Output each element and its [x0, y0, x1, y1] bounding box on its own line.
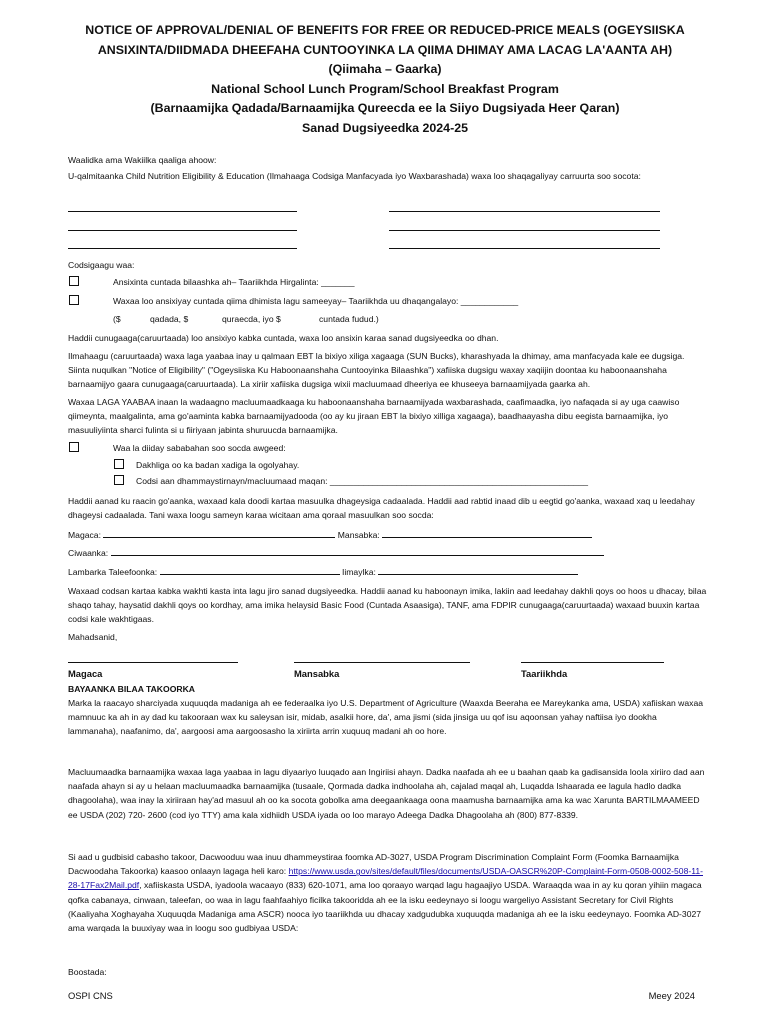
child-name-line-5[interactable]: [68, 248, 297, 249]
intro-text: U-qalmitaanka Child Nutrition Eligibility & Education (Ilmahaaga Codsiga Manfacyada iyo Waxbarashada) waxa loo shaqagaliyay carruurta soo socota:: [68, 171, 641, 181]
signature-title-line[interactable]: [294, 662, 470, 663]
valid-year-text: Haddii cunugaaga(caruurtaada) loo ansixiyo kabka cuntada, waxa loo ansixin karaa sanad dugsiyeedka oo dhan.: [68, 333, 499, 343]
reduced-price-snack: cuntada fudud.): [319, 314, 379, 324]
contact-phone-label: Lambarka Taleefoonka:: [68, 567, 158, 577]
signature-title-label: Mansabka: [294, 668, 340, 679]
denied-income-checkbox[interactable]: [114, 459, 124, 469]
approved-free-label: Ansixinta cuntada bilaashka ah– Taariikhda Hirgalinta: _______: [113, 277, 355, 287]
nondiscrimination-paragraph-1: Marka la raacayo sharciyada xuquuqda madaniga ah ee federaalka iyo U.S. Department of Agriculture (Waaxda Beeraha ee Mareykanka ama, USDA) xafiiskan waxaa mamnuuc ka ah in ay dad ku takooraan wax ku saleysan isir, midab, asalkii hore, da', ama jismi (sida jinsiga uu qof isu aqoonsan yahay naftiisa iyo dookha lammanaha), naafanimo, da', aargoosi ama aargoosasho la xiriirta arrin xuquuq madani ah oo hore.: [68, 698, 703, 737]
title-line-2: ANSIXINTA/DIIDMADA DHEEFAHA CUNTOOYINKA LA QIIMA DHIMAY AMA LACAG LA'AANTA AH): [97, 42, 673, 57]
reduced-price-dollar: ($: [113, 314, 121, 324]
contact-address-label: Ciwaanka:: [68, 548, 109, 558]
title-line-1: NOTICE OF APPROVAL/DENIAL OF BENEFITS FOR FREE OR REDUCED-PRICE MEALS (OGEYSIISKA: [85, 23, 685, 37]
contact-name-label: Magaca:: [68, 530, 101, 540]
denied-checkbox[interactable]: [69, 442, 79, 452]
contact-title-label: Mansabka:: [337, 530, 380, 540]
denied-heading: Waa la diiday sababahan soo socda awgeed:: [113, 443, 286, 453]
approved-reduced-label: Waxaa loo ansixiyay cuntada qiima dhimista lagu sameeyay– Taariikhda uu dhaqangalayo: ____________: [113, 296, 519, 306]
approved-free-checkbox[interactable]: [69, 276, 79, 286]
contact-phone-field: [68, 565, 578, 578]
contact-title-blank[interactable]: [382, 528, 592, 538]
greeting: Waalidka ama Wakiilka qaaliga ahoow:: [68, 155, 217, 165]
signature-name-label: Magaca: [68, 668, 103, 679]
child-name-line-3[interactable]: [68, 230, 297, 231]
child-name-line-1[interactable]: [68, 211, 297, 212]
signature-date-line[interactable]: [521, 662, 664, 663]
ebt-paragraph: Ilmahaagu (caruurtaada) waxa laga yaabaa inay u qalmaan EBT la bixiyo xiliga xagaaga (SUN Bucks), kharashyada la dhimay, ama manfacyada kale ee dugsiga. Siinta nuqulkan "Notice of Eligibility" ("Ogeysiiska Ku Haboonaanshaha Cuntooyinka Bilaashka") xafiiska dugsigu waxay xaqiijin doontaa ku haboonaanshaha barnaamijyo gaara cunugaaga(caruurtaada). La xiriir xafiiska dugsiga wixii macluumaad dheeriya ee khuseeya barnaamijyada gaarka ah.: [68, 351, 685, 390]
child-name-line-6[interactable]: [389, 248, 660, 249]
denied-incomplete-label: Codsi aan dhammaystirnayn/macluumaad maqan: ______________________________________________________: [136, 476, 589, 486]
contact-phone-blank[interactable]: [160, 565, 340, 575]
footer-left: OSPI CNS: [68, 990, 113, 1001]
contact-name-blank[interactable]: [103, 528, 335, 538]
reduced-price-lunch: qadada, $: [150, 314, 189, 324]
nondiscrimination-heading: BAYAANKA BILAA TAKOORKA: [68, 684, 195, 694]
child-name-line-2[interactable]: [389, 211, 660, 212]
contact-email-blank[interactable]: [378, 565, 578, 575]
document-title: [40, 21, 730, 139]
status-heading: Codsigaagu waa:: [68, 260, 135, 270]
signature-name-line[interactable]: [68, 662, 238, 663]
complaint-instructions: , xafiiskasta USDA, iyadoola wacaayo (833) 620-1071, ama loo qoraayo warqad lagu hagaajiyo USDA. Waraaqda waa in ay ku qoran yihiin magaca qofka cabanaya, cinwaan, taleefan, oo waa in lagu faahfaahiyo ficilka takooridda ah ee la isku eedeynayo si loogu wargeliyo Assistant Secretary for Civil Rights (Kaaliyaha Xoghayaha Xuquuqda Madaniga ama ASCR) nooca iyo taariikhda uu dhacay xadgudubka xuquuqda madaniga ah ee la isku eedeynayo. Foomka AD-3027 ama warqada la buuxiyay waa in loogu soo gudbiyaa USDA:: [68, 880, 702, 934]
nondiscrimination-paragraph-3: [68, 850, 708, 935]
complaint-form-link[interactable]: https://www.usda.gov/sites/default/files/documents/USDA-OASCR%20P-Complaint-Form-0508-0002-508-11-28-17Fax2Mail.pdf: [68, 866, 703, 891]
child-name-line-4[interactable]: [389, 230, 660, 231]
nondiscrimination-paragraph-2: Macluumaadka barnaamijka waxaa laga yaabaa in lagu diyaariyo luuqado aan Ingiriisi ahayn. Dadka naafada ah ee u baahan qaab ka gadisansida loola xiriiro dad aan naafada ahayn si ay u helaan macluumaadka barnaamijka (tusaale, Qormada dadka indhoolaha ah, cajalad maqal ah, Luqadda Ishaarada ee lagula hadlo dadka dhagoolaha), waa inay la xiriiraan hay'ad masuul ah oo ka socota gobolka ama deegaankaaga oona maamusha barnaamijka ama ka wac Xarunta BARTILMAAMEED ee USDA (202) 720- 2600 (cod iyo TTY) ama kala xidhiidh USDA iyada oo loo marayo Adeega Dadka Dhagoolaha ah (800) 877-8339.: [68, 767, 705, 820]
reapply-paragraph: Waxaad codsan kartaa kabka wakhti kasta inta lagu jiro sanad dugsiyeedka. Haddii aanad ku haboonayn imika, lakiin aad leedahay dakhli qoys oo hoos u dhacay, bilaa shaqo tahay, haysatid dakhli qoys oo kordhay, ama imika helaysid Basic Food (Cuntada Asaasiga), TANF, ama FDPIR cunugaaga(caruurtaada) waxaad buuxin kartaa codsi kale wakhtigaas.: [68, 586, 707, 625]
footer-right: Meey 2024: [648, 990, 695, 1001]
complaint-intro: Si aad u gudbisid cabasho takoor, Dacwooduu waa inuu dhammeystiraa foomka AD-3027, USDA Program Discrimination Complaint Form (Foomka Barnaamijka Dacwoodaha Takoorka) kaasoo onlaayn lagaga heli karo:: [68, 852, 679, 877]
contact-address-field: [68, 546, 604, 559]
closing-text: Mahadsanid,: [68, 632, 118, 642]
contact-address-blank[interactable]: [111, 546, 604, 556]
denied-incomplete-checkbox[interactable]: [114, 475, 124, 485]
contact-name-field: [68, 528, 592, 541]
signature-date-label: Taariikhda: [521, 668, 568, 679]
title-line-6: Sanad Dugsiyeedka 2024-25: [302, 120, 468, 135]
appeal-paragraph: Haddii aanad ku raacin go'aanka, waxaad kala doodi kartaa masuulka dhageysiga cadaalada. Haddii aad rabtid inaad dib u eegtid go'aanka, waxaad xaq u leedahay dhageysi cadaalada. Tani waxa loogu sameyn karaa wicitaan ama qoraal masuulkan soo socda:: [68, 496, 695, 521]
title-line-4: National School Lunch Program/School Breakfast Program: [211, 81, 559, 96]
contact-email-label: Iimaylka:: [341, 567, 376, 577]
approved-reduced-checkbox[interactable]: [69, 295, 79, 305]
mail-label: Boostada:: [68, 967, 107, 977]
title-line-5: (Barnaamijka Qadada/Barnaamijka Qureecda ee la Siiyo Dugsiyada Heer Qaran): [150, 101, 620, 116]
title-line-3: (Qiimaha – Gaarka): [328, 62, 442, 77]
reduced-price-breakfast: quraecda, iyo $: [222, 314, 281, 324]
sharing-paragraph: Waxaa LAGA YAABAA inaan la wadaagno macluumaadkaaga ku haboonaanshaha barnaamijyada waxbarashada, caafimaadka, iyo nafaqada si ay uga caawiso qiimeynta, maalgalinta, ama go'aaminta kabka barnaamijyadooda (oo ay ku jiraan EBT la bixiyo xilliga xagaaga), baadhaayasha dibu eegista barnaamijka, iyo masuuliyiinta sharci fulinta si u fiiriyaan jabinta shuruucda barnaamijka.: [68, 397, 680, 436]
denied-income-label: Dakhliga oo ka badan xadiga la ogolyahay.: [136, 460, 300, 470]
